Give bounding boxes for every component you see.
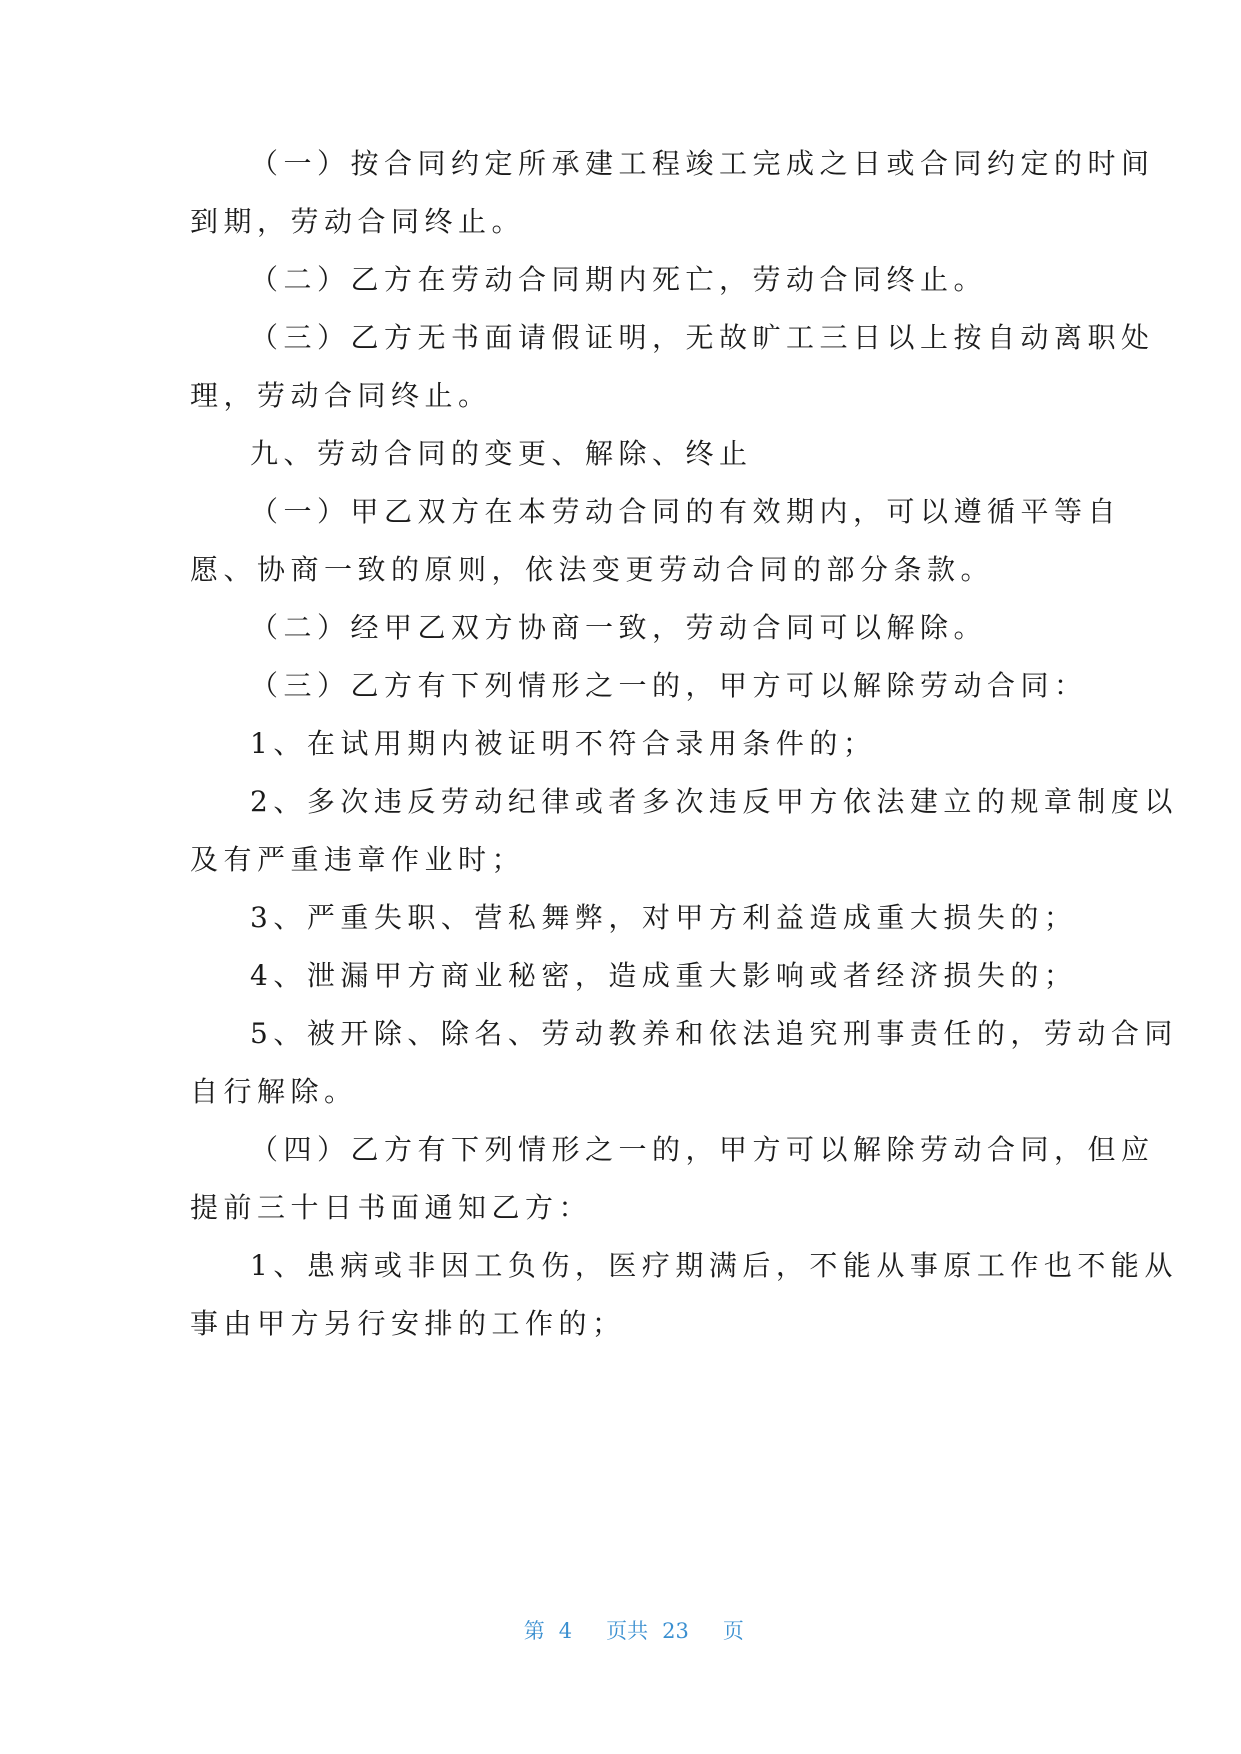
paragraph-line: 到期，劳动合同终止。 [190, 205, 526, 238]
section-heading: 九、劳动合同的变更、解除、终止 [250, 437, 753, 470]
page-footer [0, 1586, 1241, 1676]
footer-suffix: 页 [722, 1619, 744, 1643]
paragraph-line: （二）经甲乙双方协商一致，劳动合同可以解除。 [250, 611, 988, 644]
paragraph-line: 事由甲方另行安排的工作的； [190, 1307, 626, 1340]
paragraph-line: （二）乙方在劳动合同期内死亡，劳动合同终止。 [250, 263, 988, 296]
list-item: 1、患病或非因工负伤，医疗期满后，不能从事原工作也不能从 [250, 1249, 1178, 1282]
list-item: 5、被开除、除名、劳动教养和依法追究刑事责任的，劳动合同 [250, 1017, 1178, 1050]
paragraph-line: （一）按合同约定所承建工程竣工完成之日或合同约定的时间 [250, 147, 1155, 180]
footer-prefix: 第 [523, 1619, 545, 1643]
list-item: 1、在试用期内被证明不符合录用条件的； [250, 727, 877, 760]
total-pages: 23 [662, 1619, 689, 1643]
list-item: 3、严重失职、营私舞弊，对甲方利益造成重大损失的； [250, 901, 1078, 934]
list-item: 2、多次违反劳动纪律或者多次违反甲方依法建立的规章制度以 [250, 785, 1178, 818]
paragraph-line: 自行解除。 [190, 1075, 358, 1108]
paragraph-line: （一）甲乙双方在本劳动合同的有效期内，可以遵循平等自 [250, 495, 1122, 528]
paragraph-line: （三）乙方有下列情形之一的，甲方可以解除劳动合同： [250, 669, 1088, 702]
paragraph-line: （三）乙方无书面请假证明，无故旷工三日以上按自动离职处 [250, 321, 1155, 354]
page-number: 4 [558, 1619, 573, 1643]
footer-middle: 页共 [606, 1619, 649, 1643]
paragraph-line: 提前三十日书面通知乙方： [190, 1191, 593, 1224]
paragraph-line: （四）乙方有下列情形之一的，甲方可以解除劳动合同，但应 [250, 1133, 1155, 1166]
paragraph-line: 及有严重违章作业时； [190, 843, 526, 876]
list-item: 4、泄漏甲方商业秘密，造成重大影响或者经济损失的； [250, 959, 1078, 992]
paragraph-line: 理，劳动合同终止。 [190, 379, 492, 412]
paragraph-line: 愿、协商一致的原则，依法变更劳动合同的部分条款。 [190, 553, 995, 586]
